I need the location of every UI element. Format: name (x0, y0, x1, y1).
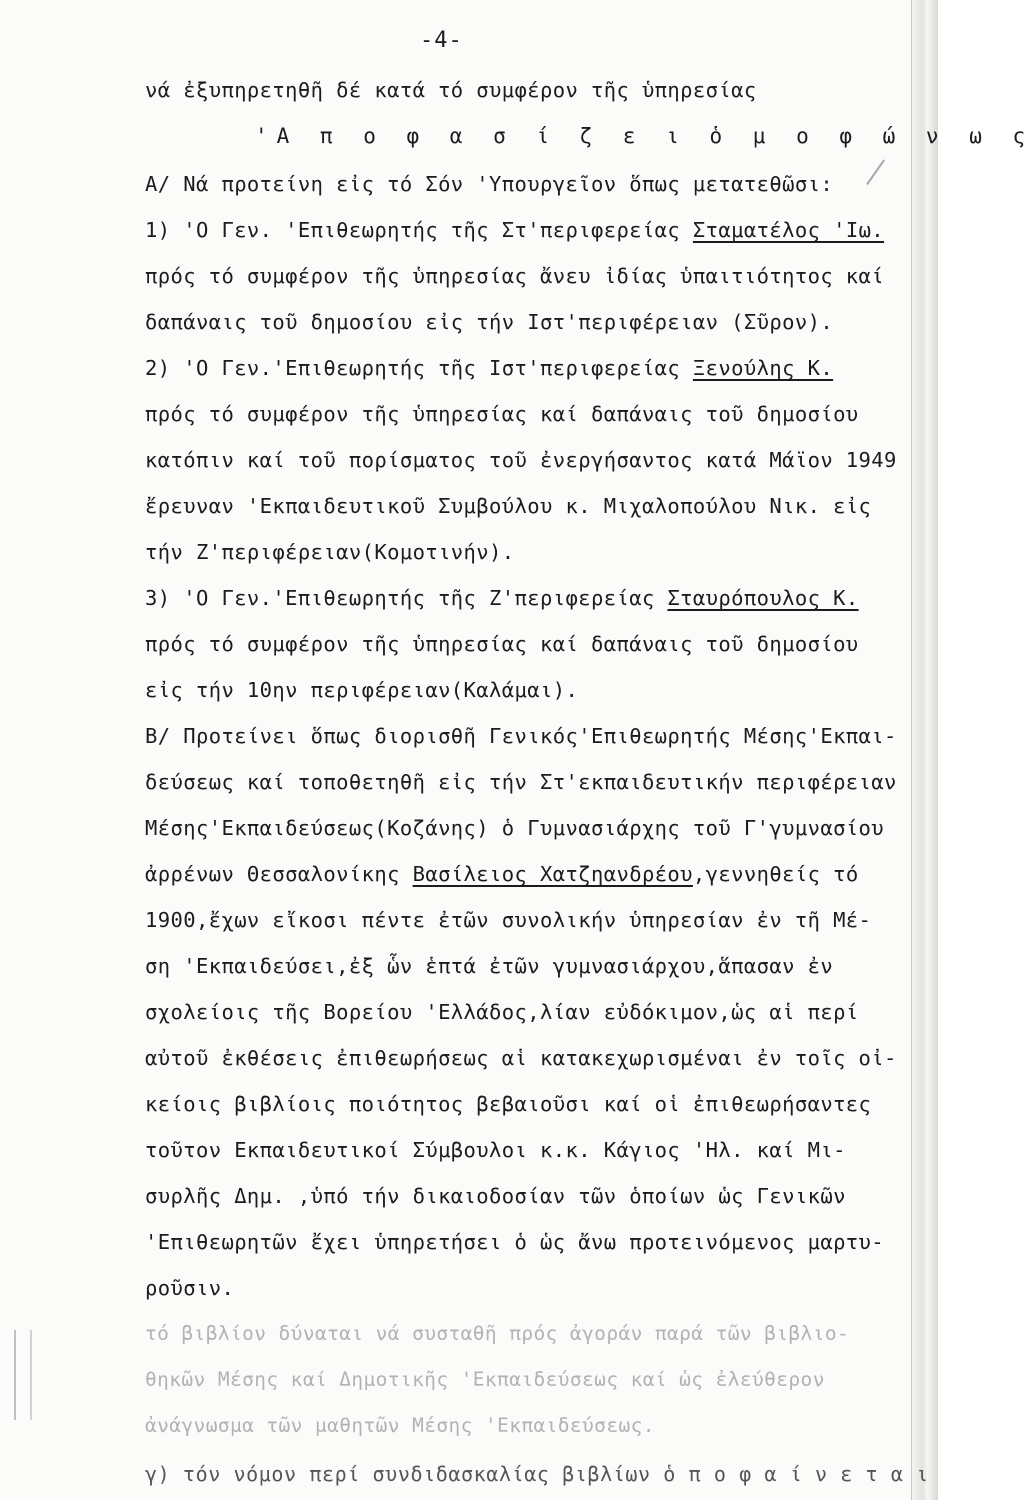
text-line: ἔρευναν 'Εκπαιδευτικοῦ Συμβούλου κ. Μιχαλοπούλου Νικ. εἰς (145, 494, 872, 518)
item-1-line (145, 218, 884, 242)
text-line: τοῦτον Εκπαιδευτικοί Σύμβουλοι κ.κ. Κάγιος 'Ηλ. καί Μι- (145, 1138, 846, 1162)
text-line: 'Επιθεωρητῶν ἔχει ὑπηρετήσει ὁ ὡς ἄνω προτεινόμενος μαρτυ- (145, 1230, 885, 1254)
item-1-text: 1) 'Ο Γεν. 'Επιθεωρητής τῆς Στ'περιφερείας (145, 218, 681, 242)
decision-heading: 'Α π ο φ α σ ί ζ ε ι ὁ μ ο φ ώ ν ω ς (255, 124, 1034, 148)
text-line: πρός τό συμφέρον τῆς ὑπηρεσίας καί δαπάναις τοῦ δημοσίου (145, 402, 859, 426)
margin-stamp (14, 1330, 32, 1420)
text-line: 1900,ἔχων εἴκοσι πέντε ἐτῶν συνολικήν ὑπηρεσίαν ἐν τῆ Μέ- (145, 908, 872, 932)
item-2-line (145, 356, 833, 380)
text-line: Μέσης'Εκπαιδεύσεως(Κοζάνης) ὁ Γυμνασιάρχης τοῦ Γ'γυμνασίου (145, 816, 885, 840)
text-line: συρλῆς Δημ. ,ὑπό τήν δικαιοδοσίαν τῶν ὁποίων ὡς Γενικῶν (145, 1184, 846, 1208)
item-3-line (145, 586, 859, 610)
text-line: ση 'Εκπαιδεύσει,ἐξ ὧν ἑπτά ἐτῶν γυμνασιάρχου,ἅπασαν ἐν (145, 954, 834, 978)
text-line: νά ἐξυπηρετηθῆ δέ κατά τό συμφέρον τῆς ὑπηρεσίας (145, 78, 757, 102)
underlined-name: Σταματέλος 'Ιω. (692, 218, 885, 242)
name-line-text: ἀρρένων Θεσσαλονίκης (145, 862, 400, 886)
item-3-text: 3) 'Ο Γεν.'Επιθεωρητής τῆς Ζ'περιφερείας (145, 586, 655, 610)
bleed-through-line: θηκῶν Μέσης καί Δημοτικῆς 'Εκπαιδεύσεως καί ὡς ἐλεύθερον (145, 1368, 825, 1391)
text-line: κατόπιν καί τοῦ πορίσματος τοῦ ἐνεργήσαντος κατά Μάϊον 1949 (145, 448, 897, 472)
binding-edge (911, 0, 938, 1500)
text-line: δαπάναις τοῦ δημοσίου εἰς τήν Ιστ'περιφέρειαν (Σῦρον). (145, 310, 834, 334)
bleed-through-line: γ) τόν νόμον περί συνδιδασκαλίας βιβλίων ὁ π ο φ α ί ν ε τ α ι (145, 1462, 929, 1486)
section-a-intro: Α/ Νά προτείνη εἰς τό Σόν 'Υπουργεῖον ὅπως μετατεθῶσι: (145, 172, 834, 196)
underlined-name: Ξενούλης Κ. (692, 356, 834, 380)
name-line (145, 862, 859, 886)
bleed-through-line: ἀνάγνωσμα τῶν μαθητῶν Μέσης 'Εκπαιδεύσεως. (145, 1414, 655, 1437)
text-line: εἰς τήν 10ην περιφέρειαν(Καλάμαι). (145, 678, 579, 702)
text-line: αὐτοῦ ἐκθέσεις ἐπιθεωρήσεως αἱ κατακεχωρισμέναι ἐν τοῖς οἰ- (145, 1046, 897, 1070)
text-line: δεύσεως καί τοποθετηθῆ εἰς τήν Στ'εκπαιδευτικήν περιφέρειαν (145, 770, 897, 794)
page-number: -4- (420, 28, 463, 53)
text-line: πρός τό συμφέρον τῆς ὑπηρεσίας καί δαπάναις τοῦ δημοσίου (145, 632, 859, 656)
text-line: τήν Ζ'περιφέρειαν(Κομοτινήν). (145, 540, 515, 564)
underlined-name: Σταυρόπουλος Κ. (667, 586, 859, 610)
text-line: κείοις βιβλίοις ποιότητος βεβαιοῦσι καί οἱ ἐπιθεωρήσαντες (145, 1092, 872, 1116)
underlined-name: Βασίλειος Χατζηανδρέου (412, 862, 693, 886)
name-line-tail: ,γεννηθείς τό (692, 862, 859, 886)
section-b-intro: Β/ Προτείνει ὅπως διορισθῆ Γενικός'Επιθεωρητής Μέσης'Εκπαι- (145, 724, 897, 748)
text-line: ροῦσιν. (145, 1276, 235, 1300)
bleed-through-line: τό βιβλίον δύναται νά συσταθῆ πρός ἀγοράν παρά τῶν βιβλιο- (145, 1322, 850, 1345)
text-line: πρός τό συμφέρον τῆς ὑπηρεσίας ἄνευ ἰδίας ὑπαιτιότητος καί (145, 264, 885, 288)
item-2-text: 2) 'Ο Γεν.'Επιθεωρητής τῆς Ιστ'περιφερείας (145, 356, 681, 380)
text-line: σχολείοις τῆς Βορείου 'Ελλάδος,λίαν εὐδόκιμον,ὡς αἱ περί (145, 1000, 859, 1024)
